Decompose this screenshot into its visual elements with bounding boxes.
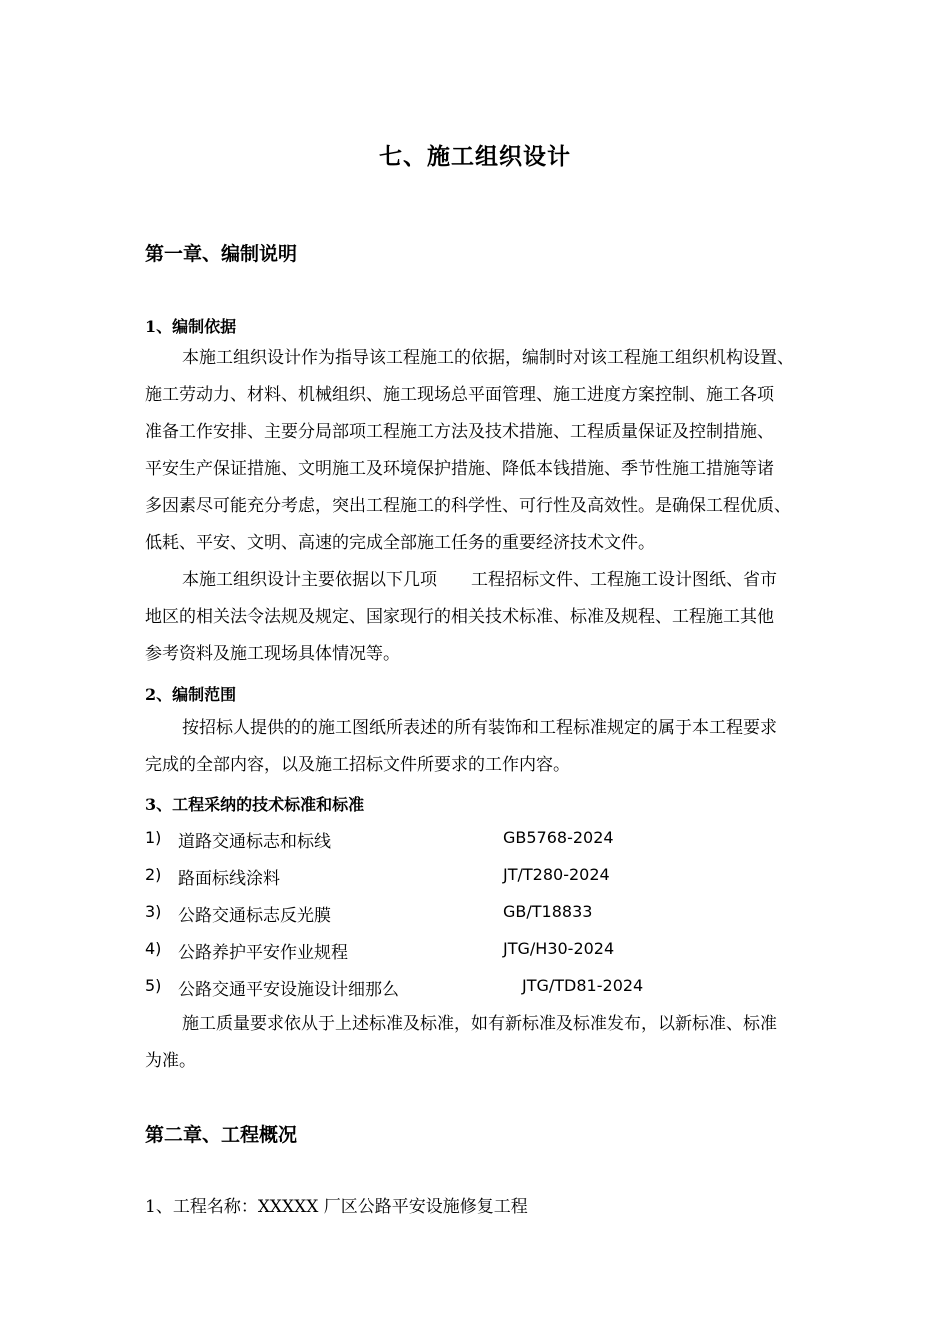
section-1-paragraph-1 [145,340,885,562]
paragraph-line: 本施工组织设计主要依据以下几项 工程招标文件、工程施工设计图纸、省市 [182,570,777,590]
standard-number: 1) [145,828,162,847]
paragraph-line: 平安生产保证措施、文明施工及环境保护措施、降低本钱措施、季节性施工措施等诸 [145,459,774,479]
standard-name: 路面标线涂料 [178,869,280,889]
paragraph-line: 准备工作安排、主要分局部项工程施工方法及技术措施、工程质量保证及控制措施、 [145,422,774,442]
paragraph-line: 施工质量要求依从于上述标准及标准，如有新标准及标准发布，以新标准、标准 [182,1014,777,1034]
standard-code: JTG/H30-2024 [503,939,615,958]
paragraph-line: 施工劳动力、材料、机械组织、施工现场总平面管理、施工进度方案控制、施工各项 [145,385,774,405]
section-1-heading: 1、编制依据 [145,317,237,336]
standard-number: 4) [145,939,162,958]
paragraph-line: 为准。 [145,1051,196,1071]
standard-number: 3) [145,902,162,921]
paragraph-line: 多因素尽可能充分考虑，突出工程施工的科学性、可行性及高效性。是确保工程优质、 [145,496,791,516]
standard-code: GB5768-2024 [503,828,614,847]
section-2-heading: 2、编制范围 [145,685,237,704]
section-3-paragraph [145,1006,885,1080]
paragraph-line: 低耗、平安、文明、高速的完成全部施工任务的重要经济技术文件。 [145,533,655,553]
chapter-2-heading: 第二章、工程概况 [145,1124,298,1146]
standard-number: 2) [145,865,162,884]
paragraph-line: 本施工组织设计作为指导该工程施工的依据，编制时对该工程施工组织机构设置、 [182,348,794,368]
section-1-paragraph-2 [145,562,885,673]
document-title: 七、施工组织设计 [379,143,571,170]
section-2-paragraph [145,710,885,784]
section-3-heading: 3、工程采纳的技术标准和标准 [145,795,365,814]
paragraph-line: 按招标人提供的的施工图纸所表述的所有装饰和工程标准规定的属于本工程要求 [182,718,777,738]
chapter-1-heading: 第一章、编制说明 [145,243,298,265]
paragraph-line: 参考资料及施工现场具体情况等。 [145,644,400,664]
standard-code: JTG/TD81-2024 [522,976,644,995]
standard-code: JT/T280-2024 [503,865,610,884]
paragraph-line: 完成的全部内容，以及施工招标文件所要求的工作内容。 [145,755,570,775]
standard-name: 公路交通平安设施设计细那么 [178,980,399,1000]
standard-name: 公路交通标志反光膜 [178,906,331,926]
standard-code: GB/T18833 [503,902,593,921]
standard-name: 公路养护平安作业规程 [178,943,348,963]
standard-name: 道路交通标志和标线 [178,832,331,852]
standard-number: 5) [145,976,162,995]
project-name-line: 1、工程名称：XXXXX 厂区公路平安设施修复工程 [145,1197,528,1217]
paragraph-line: 地区的相关法令法规及规定、国家现行的相关技术标准、标准及规程、工程施工其他 [145,607,774,627]
